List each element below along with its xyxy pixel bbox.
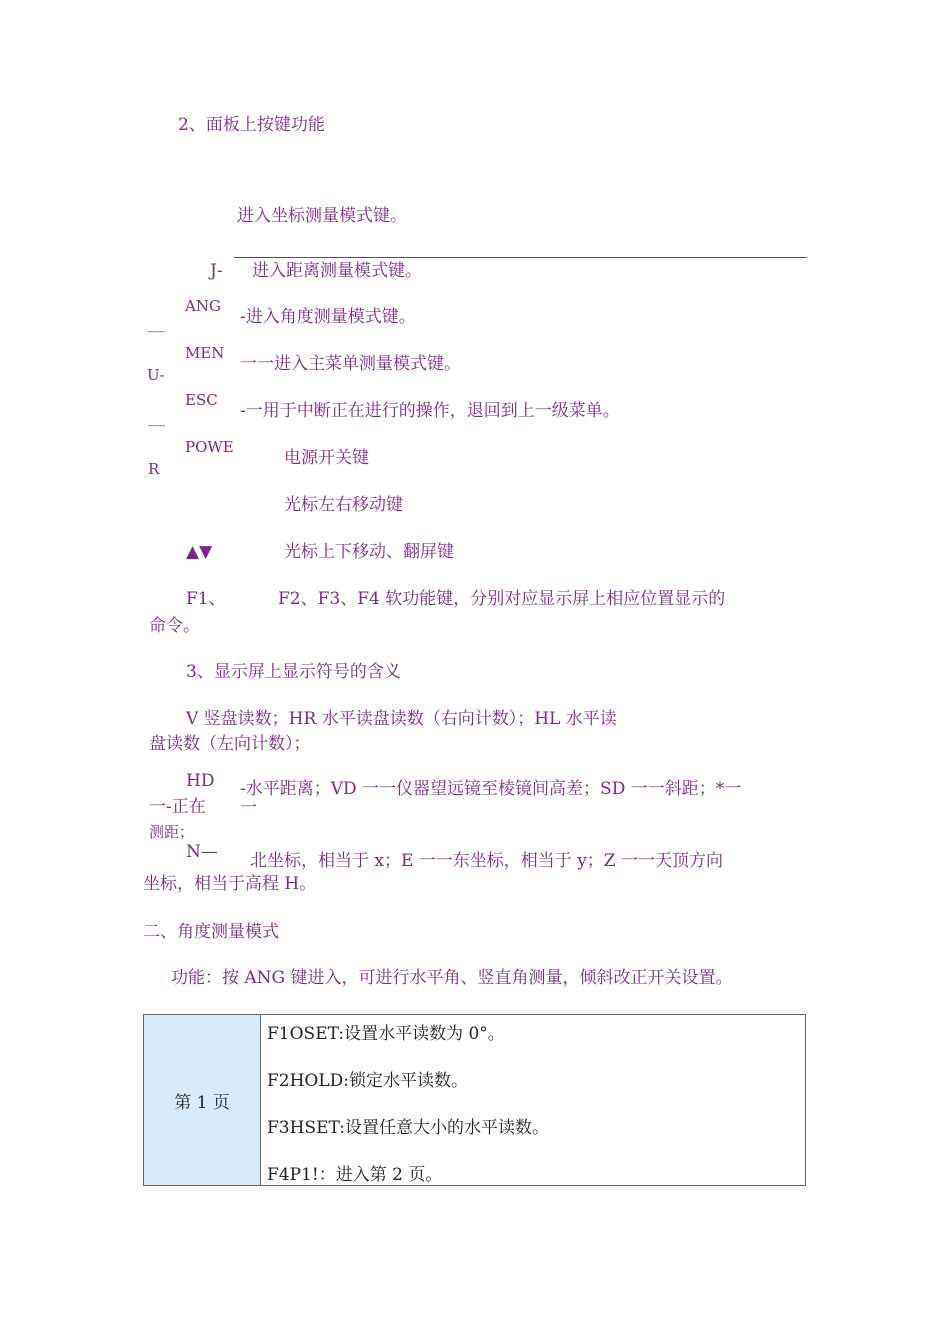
symbols-v-line2: 盘读数（左向计数）； (149, 734, 311, 754)
symbol-hd-label: HD (186, 771, 215, 791)
command-f2: F2HOLD:锁定水平读数。 (267, 1071, 469, 1091)
key-power-label: POWE (185, 438, 234, 456)
command-f4: F4P1!：进入第 2 页。 (267, 1165, 443, 1185)
key-power-desc: 电源开关键 (284, 448, 369, 468)
updown-arrows-icon: ▲▼ (186, 542, 213, 562)
key-ang-mark: __ (148, 313, 165, 333)
symbol-n-line1: 北坐标，相当于 x；E 一一东坐标，相当于 y；Z 一一天顶方向 (250, 851, 724, 871)
key-esc-mark: __ (148, 407, 165, 427)
symbol-hd-line2: 一 (240, 798, 257, 818)
angle-mode-table (143, 1014, 806, 1186)
key-ang-desc: -进入角度测量模式键。 (240, 307, 416, 327)
key-esc-label: ESC (185, 391, 218, 409)
softkey-f1: F1、 (186, 589, 226, 609)
symbol-n-label: N— (186, 842, 218, 862)
key-men-cont: U- (147, 366, 165, 384)
symbol-hd-left2: 一-正在 (149, 797, 206, 817)
symbol-n-line2: 坐标，相当于高程 H。 (143, 874, 317, 894)
heading-angle-mode: 二、角度测量模式 (143, 922, 279, 942)
heading-panel-keys: 2、面板上按键功能 (178, 115, 325, 135)
key-dist-prefix: J- (210, 261, 223, 281)
command-f3: F3HSET:设置任意大小的水平读数。 (267, 1118, 549, 1138)
key-ang-label: ANG (185, 297, 221, 315)
key-coord-desc: 进入坐标测量模式键。 (237, 206, 407, 226)
command-f1: F1OSET:设置水平读数为 0°。 (267, 1024, 505, 1044)
key-cursor-lr-desc: 光标左右移动键 (284, 495, 403, 515)
key-men-label: MEN (185, 344, 225, 362)
heading-symbols: 3、显示屏上显示符号的含义 (186, 662, 401, 682)
symbol-hd-left3: 测距； (149, 823, 195, 841)
key-cursor-ud-desc: 光标上下移动、翻屏键 (284, 542, 454, 562)
divider-line (234, 257, 807, 258)
key-dist-desc: 进入距离测量模式键。 (252, 261, 422, 281)
key-men-desc: 一一进入主菜单测量模式键。 (240, 354, 461, 374)
page-label-cell (144, 1015, 261, 1186)
softkeys-desc-cont: 命令。 (149, 616, 200, 636)
commands-cell (261, 1015, 806, 1186)
symbols-v-line1: V 竖盘读数；HR 水平读盘读数（右向计数）；HL 水平读 (186, 709, 617, 729)
key-esc-desc: -一用于中断正在进行的操作，退回到上一级菜单。 (240, 401, 620, 421)
page-label: 第 1 页 (174, 1092, 230, 1113)
angle-mode-desc: 功能：按 ANG 键进入，可进行水平角、竖直角测量，倾斜改正开关设置。 (171, 968, 733, 988)
softkeys-desc: F2、F3、F4 软功能键，分别对应显示屏上相应位置显示的 (278, 589, 726, 609)
key-power-cont: R (148, 460, 160, 478)
symbol-hd-line1: -水平距离；VD 一一仪器望远镜至棱镜间高差；SD 一一斜距；*一 (240, 779, 742, 799)
